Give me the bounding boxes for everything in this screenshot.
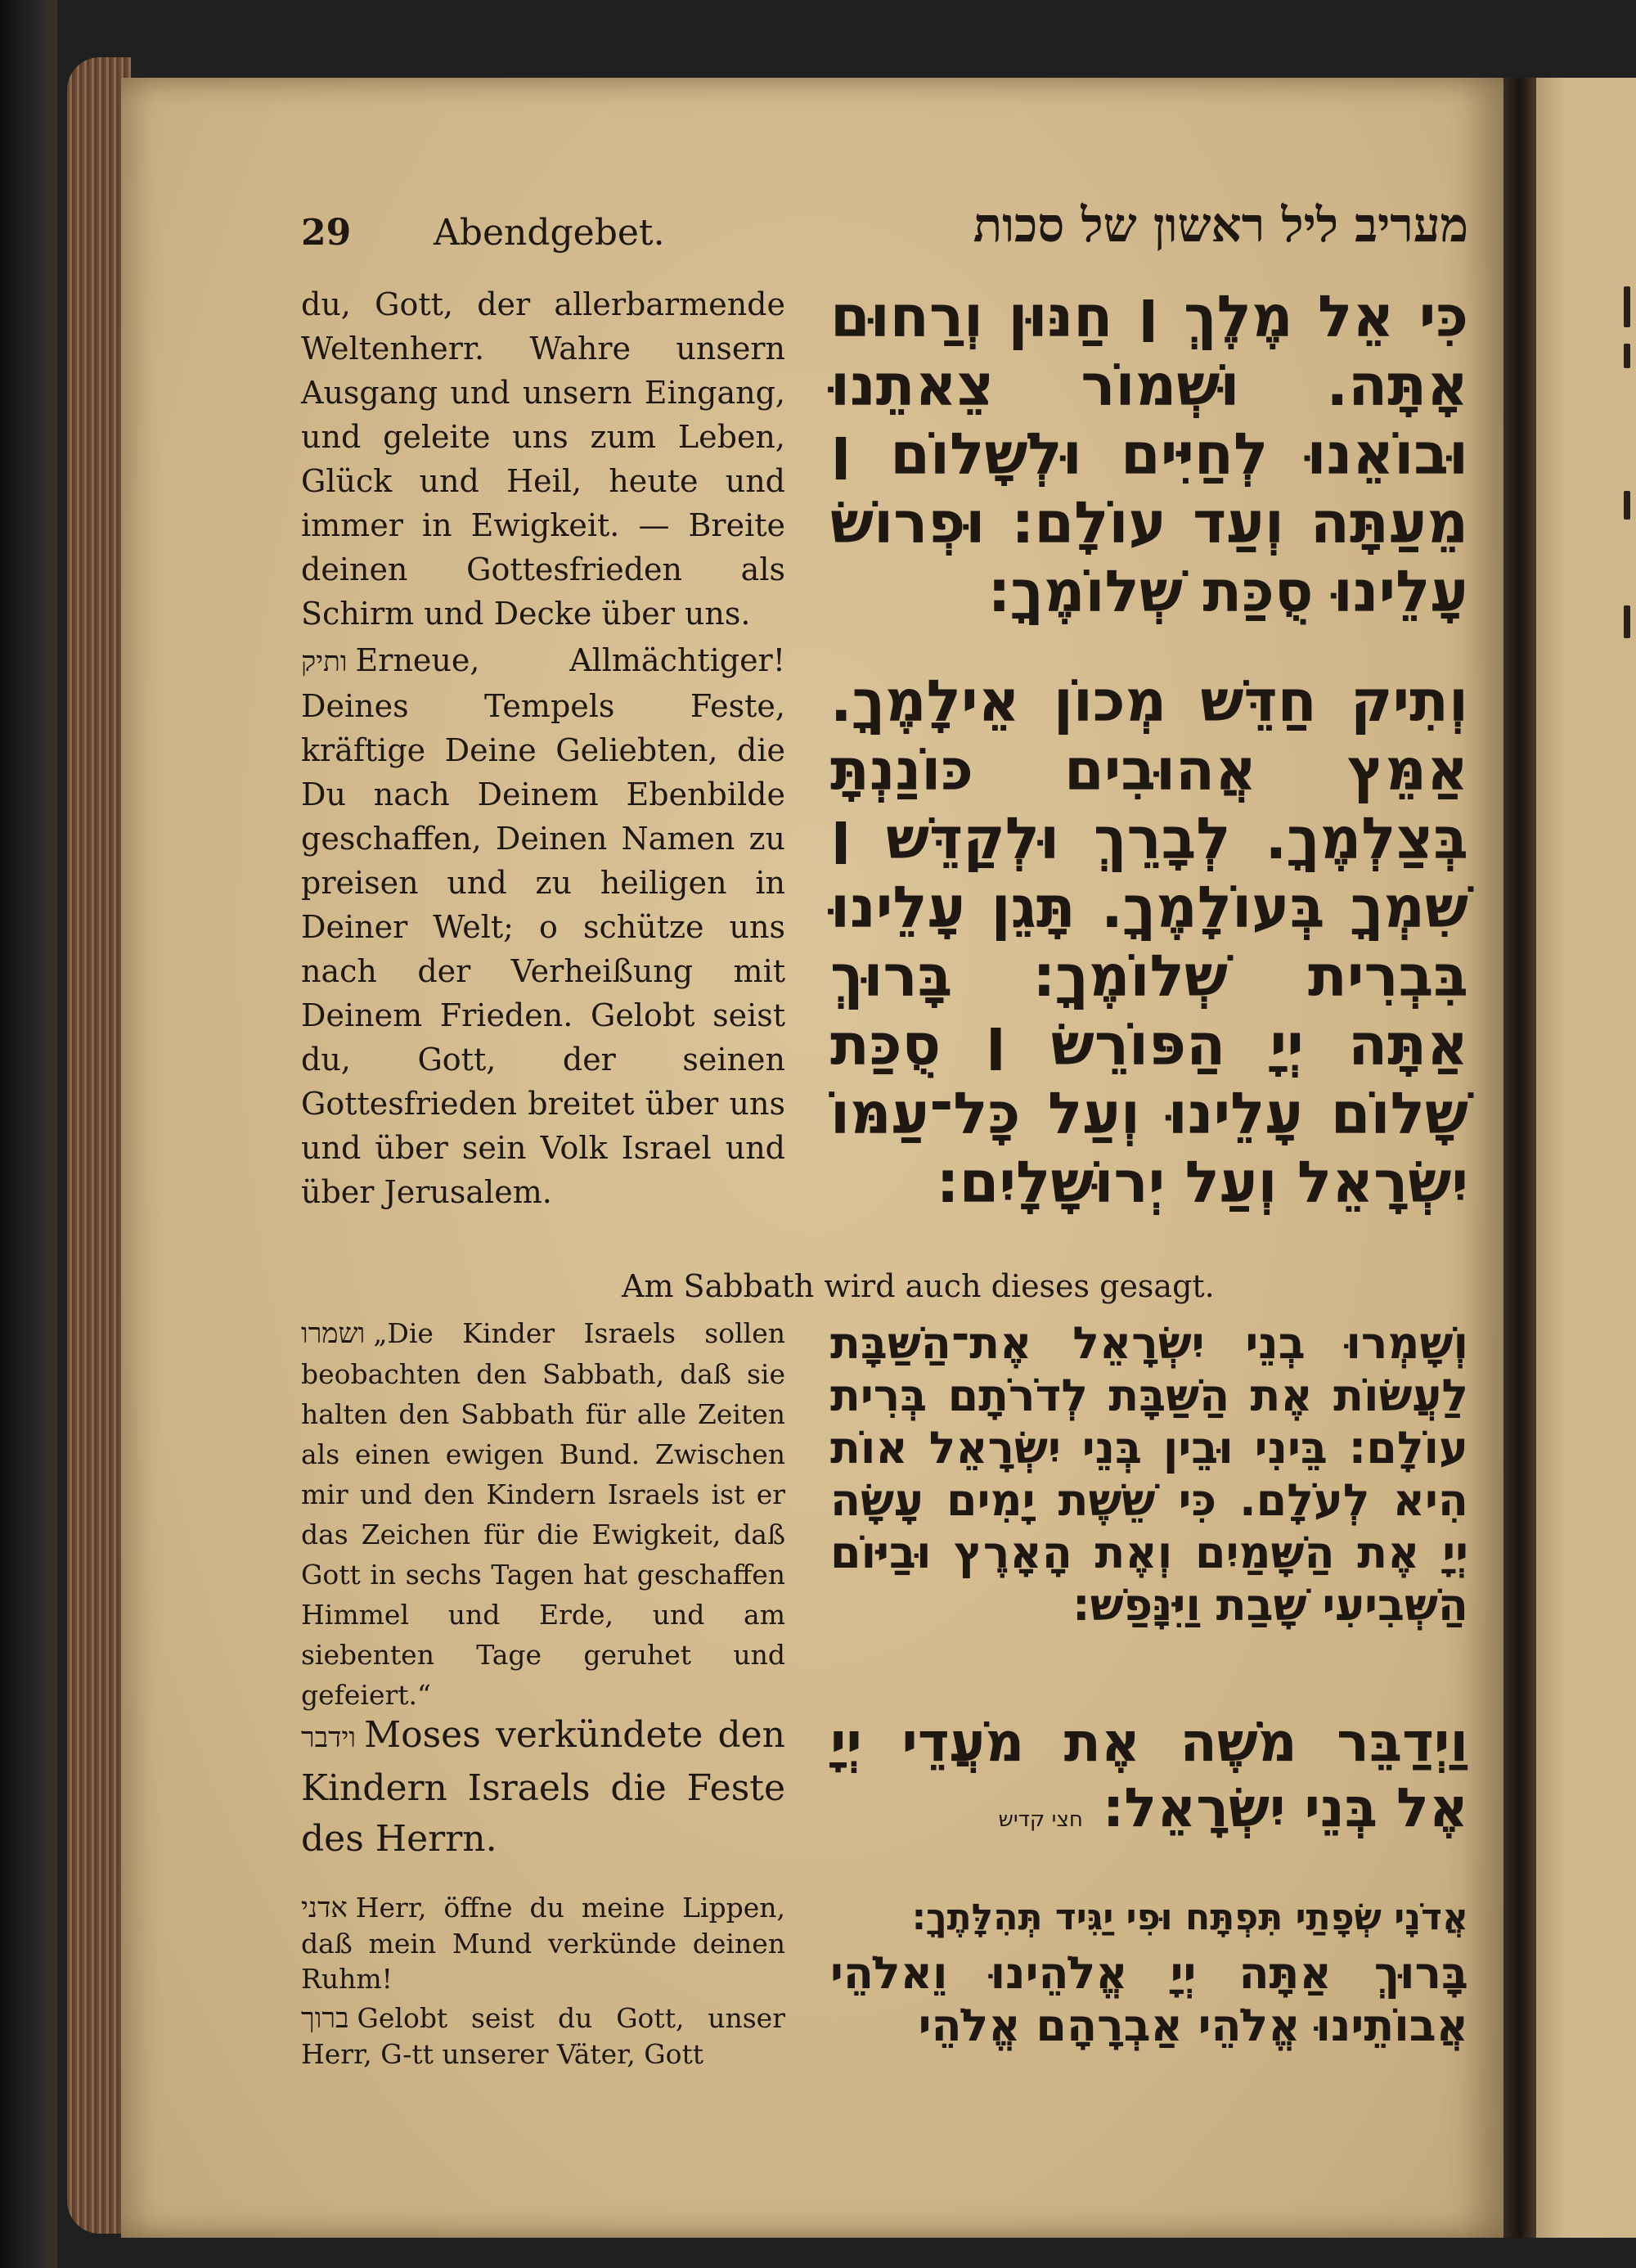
running-title-german: Abendgebet.: [434, 212, 665, 254]
german-paragraph-6: [301, 2000, 785, 2072]
german-paragraph-5-text: Herr, öffne du meine Lippen, daß mein Mund verkünde deinen Ruhm!: [301, 1892, 785, 1995]
german-paragraph-4-text: Moses verkündete den Kindern Israels die Feste des Herrn.: [301, 1714, 785, 1860]
hebrew-catchword: ברוך: [301, 2002, 349, 2035]
book-cover-edge: [0, 0, 57, 2268]
german-paragraph-1: du, Gott, der allerbarmende Weltenherr. Wahre unsern Ausgang und unsern Eingang, und geleite uns zum Leben, Glück und Heil, heute und immer in Ewigkeit. — Breite deinen Gottesfrieden als Schirm und Decke über uns.: [301, 286, 785, 632]
german-paragraph-3: [301, 1313, 785, 1715]
hebrew-catchword: וידבר: [301, 1721, 357, 1754]
facing-page-glyph: [1624, 286, 1630, 327]
facing-page-edge: [1536, 78, 1636, 2238]
facing-page-glyph: [1624, 344, 1630, 368]
hebrew-paragraph-5: אֲדֹנָי שְׂפָתַי תִּפְתָּח וּפִי יַגִּיד תְּהִלָּתֶךָ:: [911, 1897, 1468, 1938]
hebrew-paragraph-4-text: וַיְדַבֵּר מֹשֶׁה אֶת מֹעֲדֵי יְיָ אֶל בְּנֵי יִשְׂרָאֵל:: [830, 1711, 1468, 1839]
hebrew-paragraph-2: וְתִיק חַדֵּשׁ מְכוֹן אֵילָמֶךָ. אַמֵּץ אֲהוּבִים כּוֹנַנְתָּ בְּצַלְמֶךָ. לְבָרֵךְ וּלְקַדֵּשׁ ׀ שִׁמְךָ בְּעוֹלָמֶךָ. תָּגֵן עָלֵינוּ בִּבְרִית שְׁלוֹמֶךָ: בָּרוּךְ אַתָּה יְיָ הַפּוֹרֵשׂ ׀ סֻכַּת שָׁלוֹם עָלֵינוּ וְעַל כָּל־עַמּוֹ יִשְׂרָאֵל וְעַל יְרוּשָׁלָיִם:: [830, 668, 1468, 1216]
sabbath-instruction: Am Sabbath wird auch dieses gesagt.: [622, 1268, 1215, 1304]
hebrew-paragraph-4: [830, 1710, 1468, 1852]
book-gutter: [1503, 78, 1536, 2238]
hebrew-catchword: ושמרו: [301, 1317, 366, 1350]
facing-page-glyph: [1624, 605, 1630, 638]
facing-page-glyph: [1624, 491, 1630, 520]
hebrew-catchword: אדני: [301, 1892, 348, 1924]
german-paragraph-4: [301, 1710, 785, 1865]
half-kaddish-note: חצי קדיש: [998, 1807, 1083, 1832]
german-paragraph-3-text: „Die Kinder Israels sollen beobachten den Sabbath, daß sie halten den Sabbath für alle Zeiten als einen ewigen Bund. Zwischen mir und den Kindern Israels ist er das Zeichen für die Ewigkeit, daß Gott in sechs Tagen hat geschaffen Himmel und Erde, und am siebenten Tage geruhet und gefeiert.“: [301, 1317, 785, 1711]
hebrew-paragraph-3: וְשָׁמְרוּ בְנֵי יִשְׂרָאֵל אֶת־הַשַּׁבָּת לַעֲשׂוֹת אֶת הַשַּׁבָּת לְדֹרֹתָם בְּרִית עוֹלָם: בֵּינִי וּבֵין בְּנֵי יִשְׂרָאֵל אוֹת הִיא לְעֹלָם. כִּי שֵׁשֶׁת יָמִים עָשָׂה יְיָ אֶת הַשָּׁמַיִם וְאֶת הָאָרֶץ וּבַיּוֹם הַשְּׁבִיעִי שָׁבַת וַיִּנָּפַשׁ:: [830, 1317, 1468, 1631]
hebrew-paragraph-6: בָּרוּךְ אַתָּה יְיָ אֱלֹהֵינוּ וֵאלֹהֵי אֲבוֹתֵינוּ אֱלֹהֵי אַבְרָהָם אֱלֹהֵי: [830, 1947, 1468, 2051]
german-paragraph-2: [301, 638, 785, 1214]
german-paragraph-2-text: Erneue, Allmächtiger! Deines Tempels Feste, kräftige Deine Geliebten, die Du nach Deinem Ebenbilde geschaffen, Deinen Namen zu preisen und zu heiligen in Deiner Welt; o schütze uns nach der Verheißung mit Deinem Frieden. Gelobt seist du, Gott, der seinen Gottesfrieden breitet über uns und über sein Volk Israel und über Jerusalem.: [301, 642, 785, 1210]
page-number: 29: [301, 212, 352, 254]
hebrew-catchword: ותיק: [301, 646, 348, 678]
hebrew-paragraph-1: כִּי אֵל מֶלֶךְ ׀ חַנּוּן וְרַחוּם אָתָּה. וּשְׁמוֹר צֵאתֵנוּ וּבוֹאֵנוּ לְחַיִּים וּלְשָׁלוֹם ׀ מֵעַתָּה וְעַד עוֹלָם: וּפְרוֹשׂ עָלֵינוּ סֻכַּת שְׁלוֹמֶךָ:: [830, 283, 1468, 625]
german-paragraph-6-text: Gelobt seist du Gott, unser Herr, G-tt unserer Väter, Gott: [301, 2002, 785, 2070]
german-paragraph-5: [301, 1890, 785, 1996]
running-title-hebrew: מעריב ליל ראשון של סכות: [973, 197, 1468, 253]
